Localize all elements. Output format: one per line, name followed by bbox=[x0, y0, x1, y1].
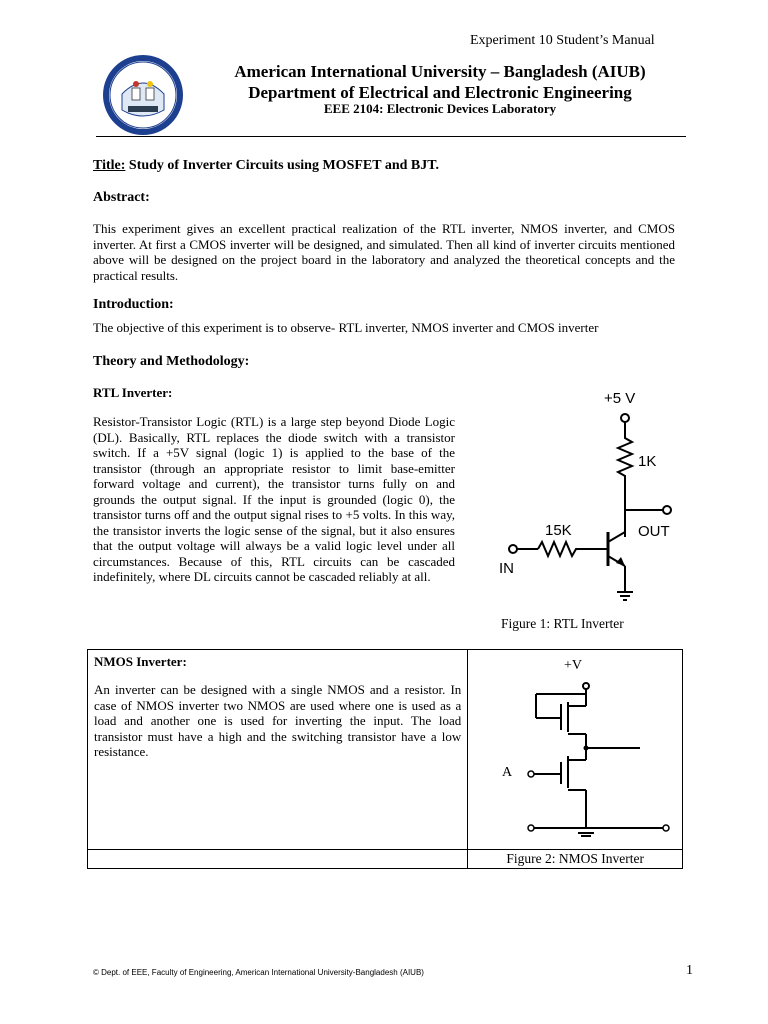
department-name: Department of Electrical and Electronic Engineering bbox=[248, 83, 632, 102]
abstract-heading: Abstract: bbox=[93, 190, 150, 205]
nmos-input-label: A bbox=[502, 765, 513, 780]
nmos-text: An inverter can be designed with a single NMOS and a resistor. In case of NMOS inverter two NMOS are used where one is used as a load and another one is used for inverting the input. The load transistor must have a high and the switching transistor have a low resistance. bbox=[94, 682, 462, 759]
introduction-heading: Introduction: bbox=[93, 297, 174, 312]
aiub-seal-logo-icon bbox=[102, 54, 184, 136]
title-label: Title: bbox=[93, 158, 126, 173]
footer-text: © Dept. of EEE, Faculty of Engineering, American International University-Bangladesh (AIUB) bbox=[93, 968, 424, 977]
abstract-text: This experiment gives an excellent practical realization of the RTL inverter, NMOS inverter, and CMOS inverter. At first a CMOS inverter will be designed, and simulated. Then all kind of inverter circuits mentioned above will be designed on the project board in the laboratory and analyzed the theoretical concepts and the practical results. bbox=[93, 221, 675, 283]
nmos-supply-label: +V bbox=[564, 658, 583, 673]
rtl-inverter-diagram bbox=[488, 382, 688, 612]
nmos-caption-cell bbox=[468, 850, 683, 869]
rtl-1k-label: 1K bbox=[638, 453, 657, 470]
title-text: Study of Inverter Circuits using MOSFET and BJT. bbox=[128, 158, 440, 173]
nmos-text-cell bbox=[88, 650, 468, 850]
theory-heading: Theory and Methodology: bbox=[93, 354, 250, 369]
nmos-table bbox=[87, 649, 683, 869]
introduction-text: The objective of this experiment is to observe- RTL inverter, NMOS inverter and CMOS inverter bbox=[93, 320, 599, 335]
rtl-text: Resistor-Transistor Logic (RTL) is a large step beyond Diode Logic (DL). Basically, RTL replaces the diode switch with a transistor switch. If a +5V signal (logic 1) is applied to the base of the transistor (through an appropriate resistor to limit base-emitter forward voltage and current), the transistor turns fully on and grounds the output signal. If the input is grounded (logic 0), the transistor turns off and the output signal rises to +5 volts. In this way, the transistor inverts the logic sense of the signal, but it also ensures that the output voltage will always be a valid logic level under all circumstances. Because of this, RTL circuits can be cascaded indefinitely, where DL circuits cannot be cascaded reliably at all. bbox=[93, 414, 455, 584]
figure-1-caption: Figure 1: RTL Inverter bbox=[501, 616, 624, 631]
figure-2-caption: Figure 2: NMOS Inverter bbox=[506, 851, 644, 866]
rtl-in-label: IN bbox=[499, 560, 514, 577]
nmos-empty-cell bbox=[88, 850, 468, 869]
rtl-15k-label: 15K bbox=[545, 522, 572, 539]
course-name: EEE 2104: Electronic Devices Laboratory bbox=[323, 101, 557, 116]
nmos-figure-cell bbox=[468, 650, 683, 850]
page-number: 1 bbox=[686, 963, 693, 978]
university-name: American International University – Bangladesh (AIUB) bbox=[234, 62, 646, 81]
rtl-out-label: OUT bbox=[638, 523, 670, 540]
rtl-heading: RTL Inverter: bbox=[93, 385, 173, 400]
rtl-supply-label: +5 V bbox=[604, 390, 636, 407]
nmos-inverter-diagram bbox=[468, 650, 685, 845]
manual-label: Experiment 10 Student’s Manual bbox=[470, 33, 655, 48]
nmos-heading: NMOS Inverter: bbox=[94, 654, 187, 669]
document-title bbox=[93, 158, 439, 174]
header-divider bbox=[96, 136, 686, 137]
